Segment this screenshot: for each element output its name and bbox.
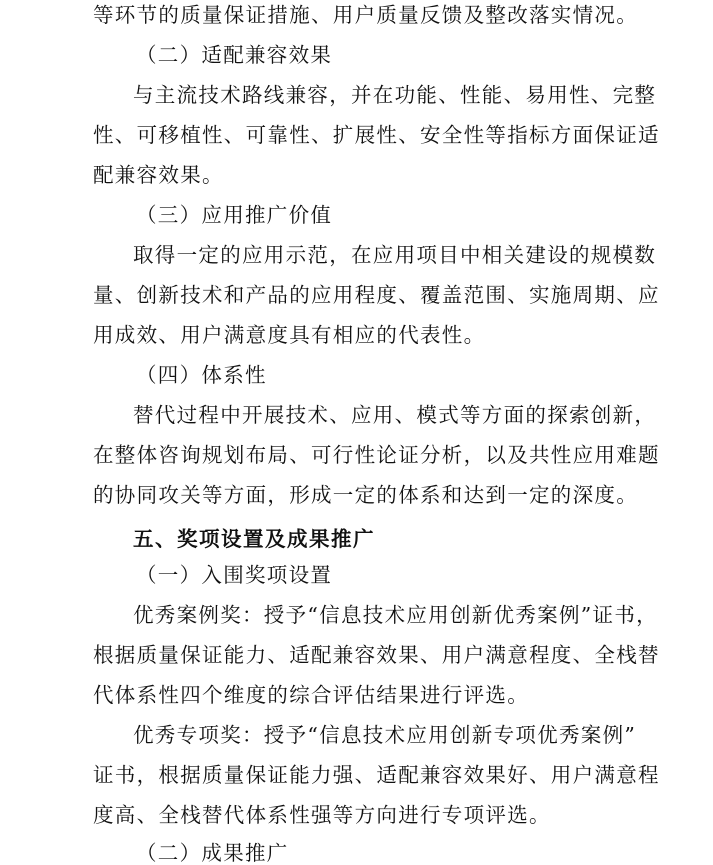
- paragraph-line: 用成效、用户满意度具有相应的代表性。: [93, 323, 486, 347]
- subsection-heading: （二）适配兼容效果: [136, 43, 333, 67]
- paragraph-line: 性、可移植性、可靠性、扩展性、安全性等指标方面保证适: [93, 123, 660, 147]
- subsection-heading: （二）成果推广: [136, 841, 289, 865]
- paragraph-line: 等环节的质量保证措施、用户质量反馈及整改落实情况。: [93, 3, 638, 27]
- paragraph-line: 与主流技术路线兼容，并在功能、性能、易用性、完整: [133, 83, 657, 107]
- subsection-heading: （三）应用推广价值: [136, 203, 333, 227]
- paragraph-line: 的协同攻关等方面，形成一定的体系和达到一定的深度。: [93, 483, 638, 507]
- paragraph-line: 证书，根据质量保证能力强、适配兼容效果好、用户满意程: [93, 763, 660, 787]
- paragraph-line: 取得一定的应用示范，在应用项目中相关建设的规模数: [133, 243, 657, 267]
- paragraph-line: 代体系性四个维度的综合评估结果进行评选。: [93, 683, 529, 707]
- section-heading: 五、奖项设置及成果推广: [133, 527, 375, 551]
- paragraph-line: 配兼容效果。: [93, 163, 224, 187]
- paragraph-line: 根据质量保证能力、适配兼容效果、用户满意程度、全栈替: [93, 643, 660, 667]
- paragraph-line: 在整体咨询规划布局、可行性论证分析，以及共性应用难题: [93, 443, 660, 467]
- subsection-heading: （四）体系性: [136, 363, 267, 387]
- paragraph-line: 优秀专项奖：授予“信息技术应用创新专项优秀案例”: [133, 723, 637, 747]
- subsection-heading: （一）入围奖项设置: [136, 563, 333, 587]
- paragraph-line: 优秀案例奖：授予“信息技术应用创新优秀案例”证书，: [133, 603, 658, 627]
- paragraph-line: 量、创新技术和产品的应用程度、覆盖范围、实施周期、应: [93, 283, 660, 307]
- paragraph-line: 度高、全栈替代体系性强等方向进行专项评选。: [93, 803, 551, 827]
- paragraph-line: 替代过程中开展技术、应用、模式等方面的探索创新，: [133, 403, 657, 427]
